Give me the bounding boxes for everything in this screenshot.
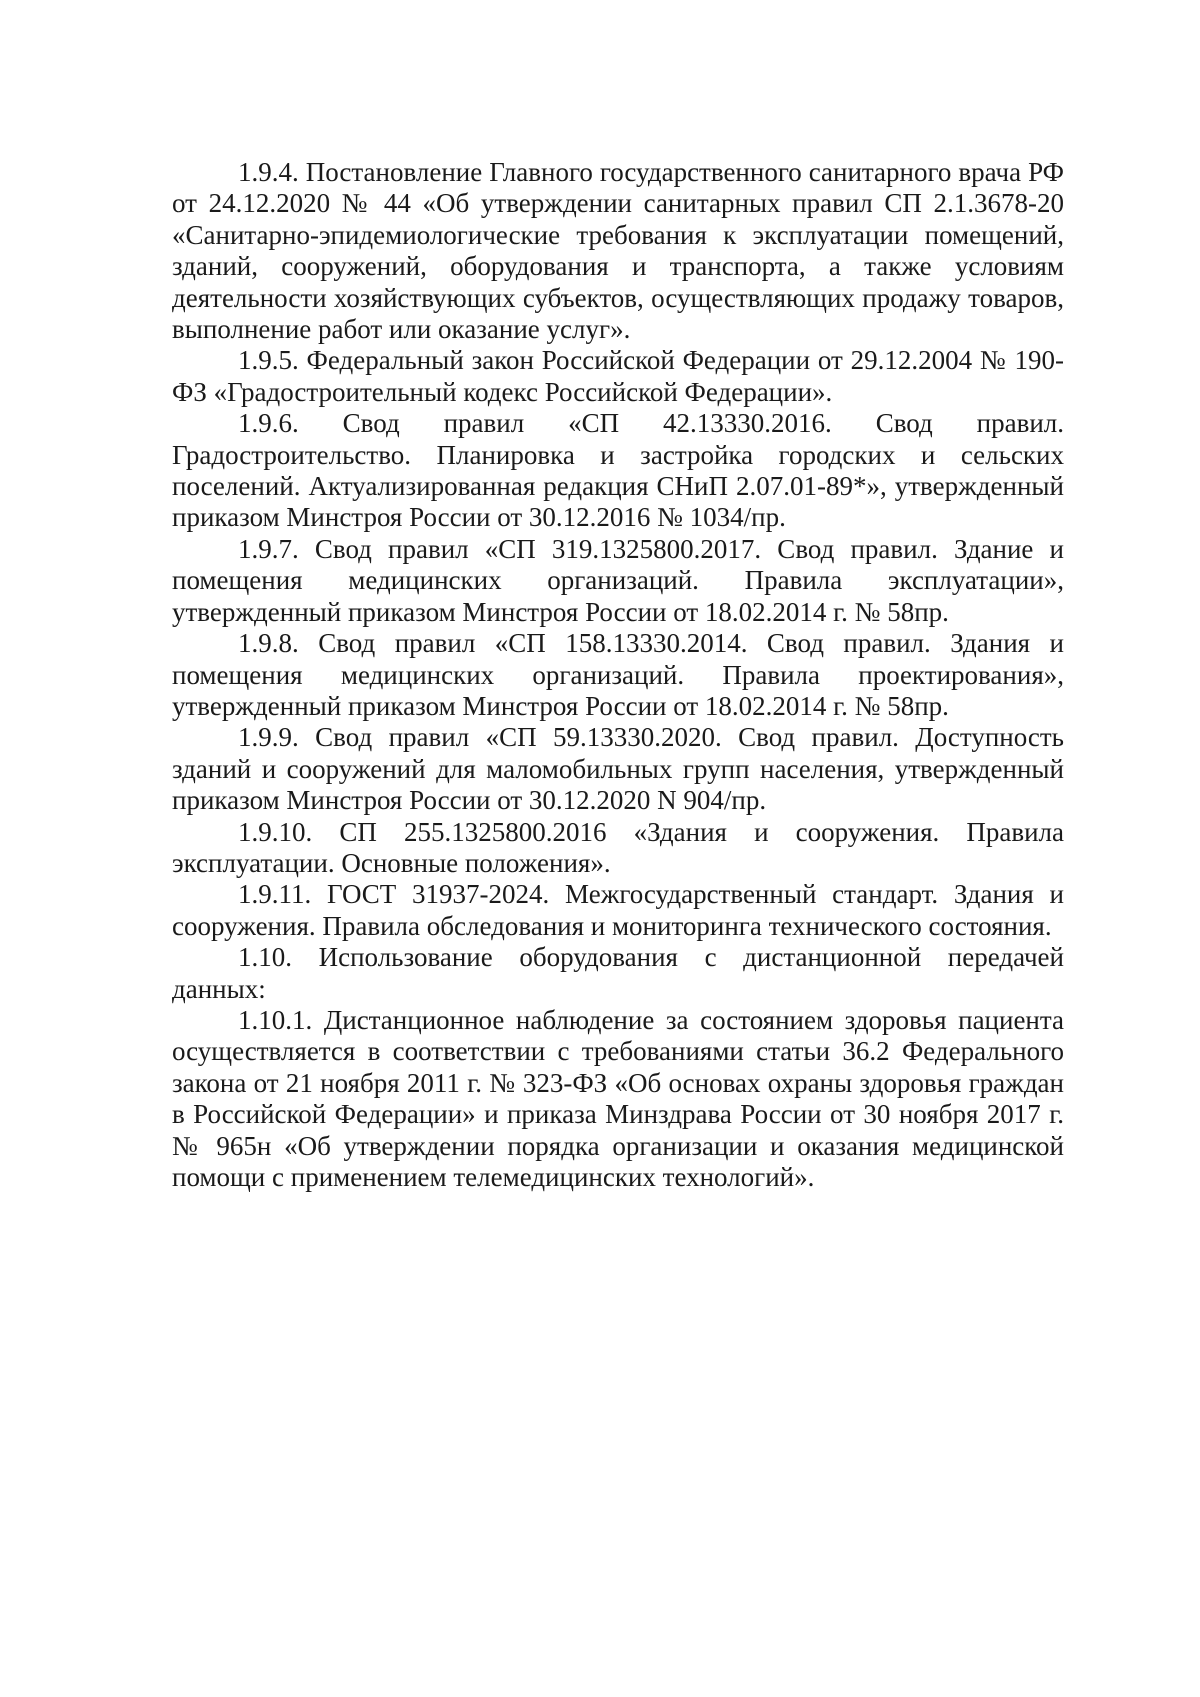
paragraph-1-9-5: 1.9.5. Федеральный закон Российской Федерации от 29.12.2004 № 190-ФЗ «Градостроительный кодекс Российской Федерации». bbox=[172, 345, 1064, 407]
paragraph-1-9-11: 1.9.11. ГОСТ 31937-2024. Межгосударственный стандарт. Здания и сооружения. Правила обследования и мониторинга технического состояния. bbox=[172, 879, 1064, 941]
paragraph-1-9-8: 1.9.8. Свод правил «СП 158.13330.2014. Свод правил. Здания и помещения медицинских организаций. Правила проектирования», утвержденный приказом Минстроя России от 18.02.2014 г. № 58пр. bbox=[172, 628, 1064, 721]
paragraph-1-10: 1.10. Использование оборудования с дистанционной передачей данных: bbox=[172, 942, 1064, 1004]
paragraph-1-9-6: 1.9.6. Свод правил «СП 42.13330.2016. Свод правил. Градостроительство. Планировка и застройка городских и сельских поселений. Актуализированная редакция СНиП 2.07.01-89*», утвержденный приказом Минстроя России от 30.12.2016 № 1034/пр. bbox=[172, 408, 1064, 533]
paragraph-1-9-7: 1.9.7. Свод правил «СП 319.1325800.2017. Свод правил. Здание и помещения медицинских организаций. Правила эксплуатации», утвержденный приказом Минстроя России от 18.02.2014 г. № 58пр. bbox=[172, 533, 1064, 627]
document-page bbox=[172, 157, 1064, 1193]
paragraph-1-9-10: 1.9.10. СП 255.1325800.2016 «Здания и сооружения. Правила эксплуатации. Основные положения». bbox=[172, 816, 1064, 878]
paragraph-1-9-4: 1.9.4. Постановление Главного государственного санитарного врача РФ от 24.12.2020 № 44 «Об утверждении санитарных правил СП 2.1.3678-20 «Санитарно-эпидемиологические требования к эксплуатации помещений, зданий, сооружений, оборудования и транспорта, а также условиям деятельности хозяйствующих субъектов, осуществляющих продажу товаров, выполнение работ или оказание услуг». bbox=[172, 157, 1064, 345]
paragraph-1-9-9: 1.9.9. Свод правил «СП 59.13330.2020. Свод правил. Доступность зданий и сооружений для маломобильных групп населения, утвержденный приказом Минстроя России от 30.12.2020 N 904/пр. bbox=[172, 722, 1064, 816]
paragraph-1-10-1: 1.10.1. Дистанционное наблюдение за состоянием здоровья пациента осуществляется в соответствии с требованиями статьи 36.2 Федерального закона от 21 ноября 2011 г. № 323-ФЗ «Об основах охраны здоровья граждан в Российской Федерации» и приказа Минздрава России от 30 ноября 2017 г. № 965н «Об утверждении порядка организации и оказания медицинской помощи с применением телемедицинских технологий». bbox=[172, 1004, 1064, 1192]
